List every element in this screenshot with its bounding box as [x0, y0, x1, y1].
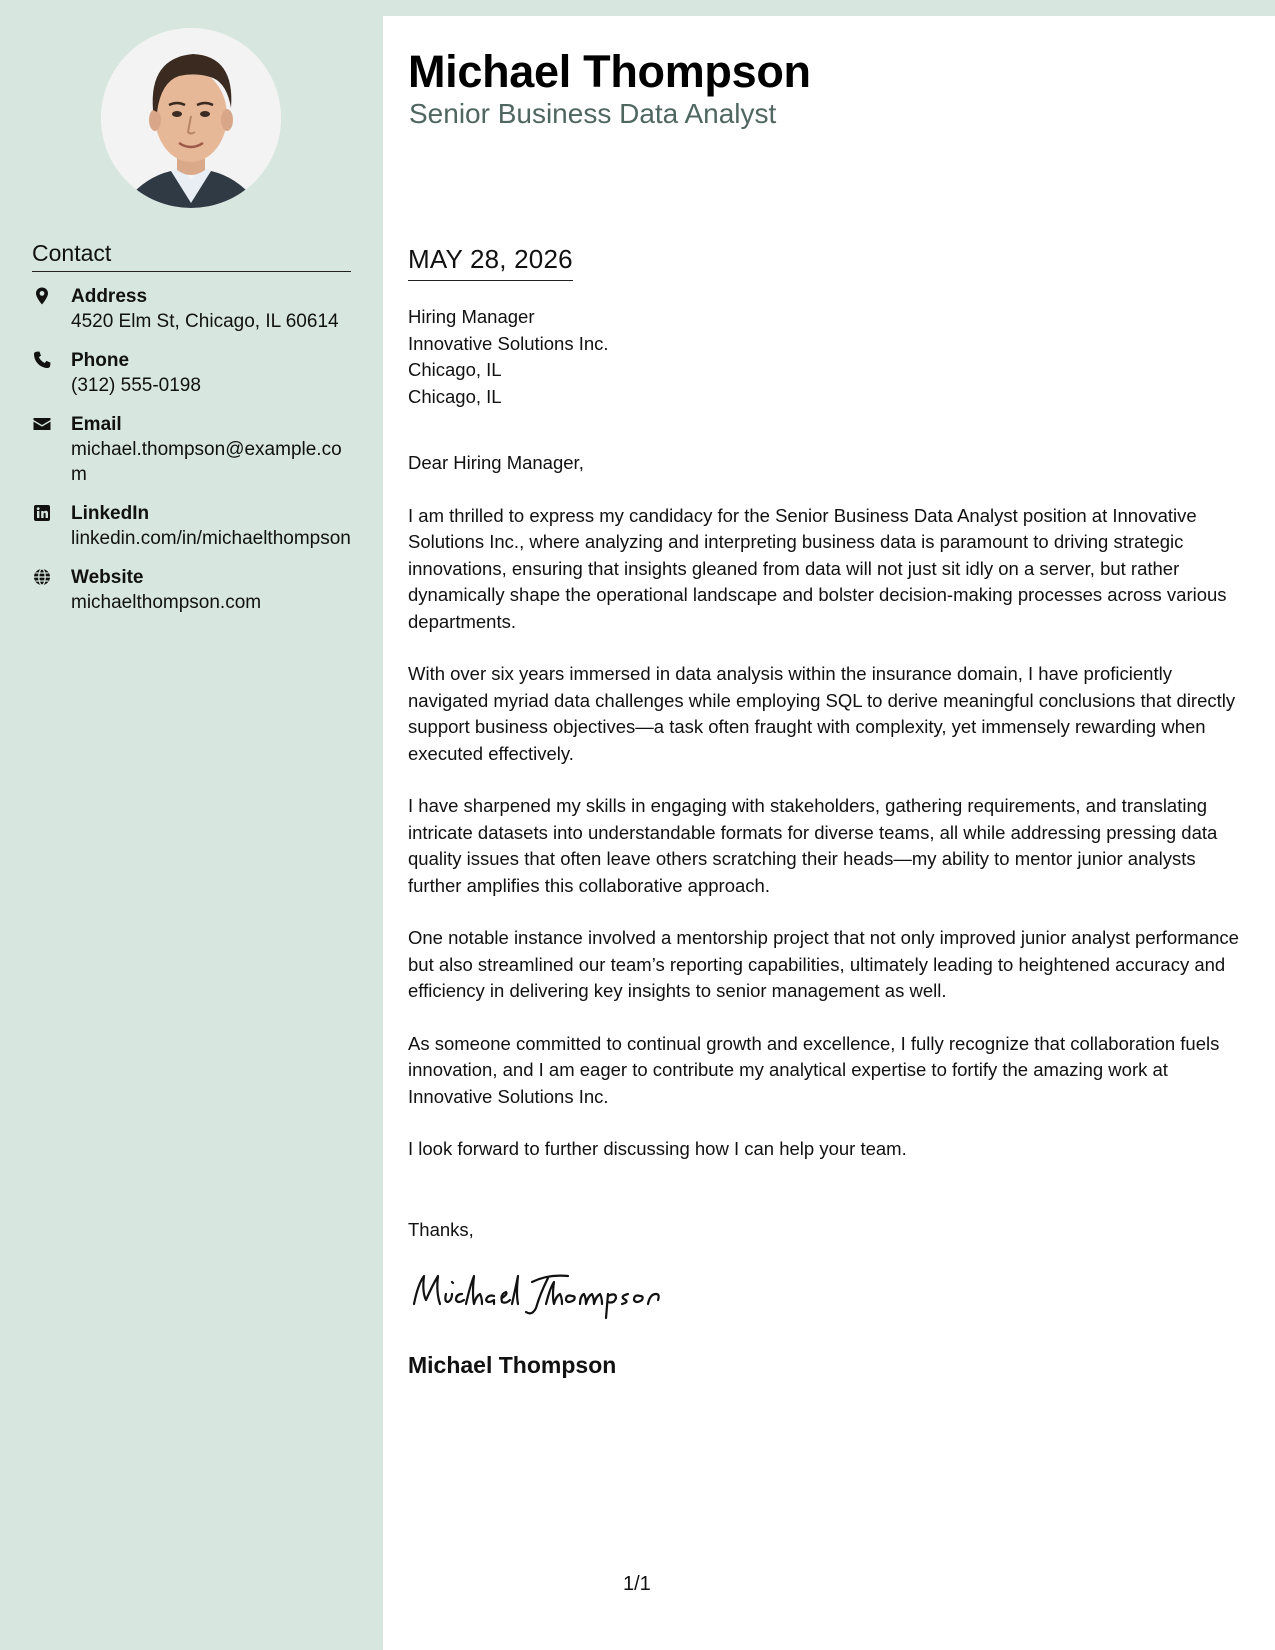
recipient-line: Innovative Solutions Inc. — [408, 332, 609, 354]
contact-item-phone — [32, 348, 352, 398]
closing: Thanks, — [408, 1219, 474, 1240]
contact-label: LinkedIn — [71, 503, 150, 524]
address-value: 4520 Elm St, Chicago, IL 60614 — [71, 311, 339, 332]
recipient-line: Chicago, IL — [408, 359, 502, 380]
contact-list — [32, 284, 352, 629]
recipient-line: Hiring Manager — [408, 306, 535, 327]
contact-item-website — [32, 565, 352, 615]
applicant-title: Senior Business Data Analyst — [409, 98, 777, 129]
handwritten-signature — [408, 1264, 673, 1322]
page-number: 1/1 — [623, 1573, 651, 1595]
contact-item-email — [32, 412, 352, 487]
contact-label: Phone — [71, 350, 130, 371]
contact-heading: Contact — [32, 240, 351, 272]
profile-photo — [101, 28, 281, 208]
globe-icon — [32, 567, 52, 587]
letter-content — [408, 450, 1248, 1189]
envelope-icon — [32, 414, 52, 434]
paragraph: One notable instance involved a mentorship project that not only improved junior analyst performance but also streamlined our team’s reporting capabilities, ultimately leading to heightened accuracy and efficiency in delivering key insights to senior management as well. — [408, 927, 1239, 1001]
paragraph: As someone committed to continual growth and excellence, I fully recognize that collaboration fuels innovation, and I am eager to contribute my analytical expertise to fortify the amazing work at Innovative Solutions Inc. — [408, 1032, 1220, 1107]
letter-body — [383, 16, 1275, 1650]
linkedin-value[interactable]: linkedin.com/in/michaelthompson — [71, 528, 351, 549]
website-value[interactable]: michaelthompson.com — [71, 592, 262, 613]
contact-label: Email — [71, 414, 122, 435]
signed-name: Michael Thompson — [408, 1352, 617, 1378]
map-pin-icon — [32, 286, 52, 306]
phone-icon — [32, 350, 52, 370]
recipient-line: Chicago, IL — [408, 385, 502, 407]
applicant-name: Michael Thompson — [408, 46, 811, 97]
contact-item-address — [32, 284, 352, 334]
paragraph: I have sharpened my skills in engaging with stakeholders, gathering requirements, and translating intricate datasets into understandable formats for diverse teams, all while addressing pressing data quality issues that often leave others scratching their heads—my ability to mentor junior analysts further amplifies this collaborative approach. — [408, 795, 1218, 896]
sidebar — [0, 0, 383, 1650]
recipient-block — [408, 304, 1248, 410]
linkedin-icon — [32, 503, 52, 523]
greeting: Dear Hiring Manager, — [408, 452, 584, 473]
phone-value: (312) 555-0198 — [71, 375, 201, 396]
contact-item-linkedin — [32, 501, 352, 551]
paragraph: With over six years immersed in data analysis within the insurance domain, I have proficiently navigated myriad data challenges while employing SQL to derive meaningful conclusions that directly support business objectives—a task often fraught with complexity, yet immensely rewarding when executed effectively. — [408, 663, 1236, 764]
email-value[interactable]: michael.thompson@example.com — [71, 439, 342, 485]
contact-label: Address — [71, 286, 148, 307]
contact-label: Website — [71, 567, 144, 588]
letter-date: MAY 28, 2026 — [408, 242, 573, 281]
paragraph: I am thrilled to express my candidacy for the Senior Business Data Analyst position at Innovative Solutions Inc., where analyzing and interpreting business data is paramount to driving strategic innovations, ensuring that insights gleaned from data will not just sit idly on a server, but rather dynamically shape the operational landscape and bolster decision-making processes across various departments. — [408, 504, 1227, 632]
paragraph: I look forward to further discussing how I can help your team. — [408, 1138, 907, 1159]
